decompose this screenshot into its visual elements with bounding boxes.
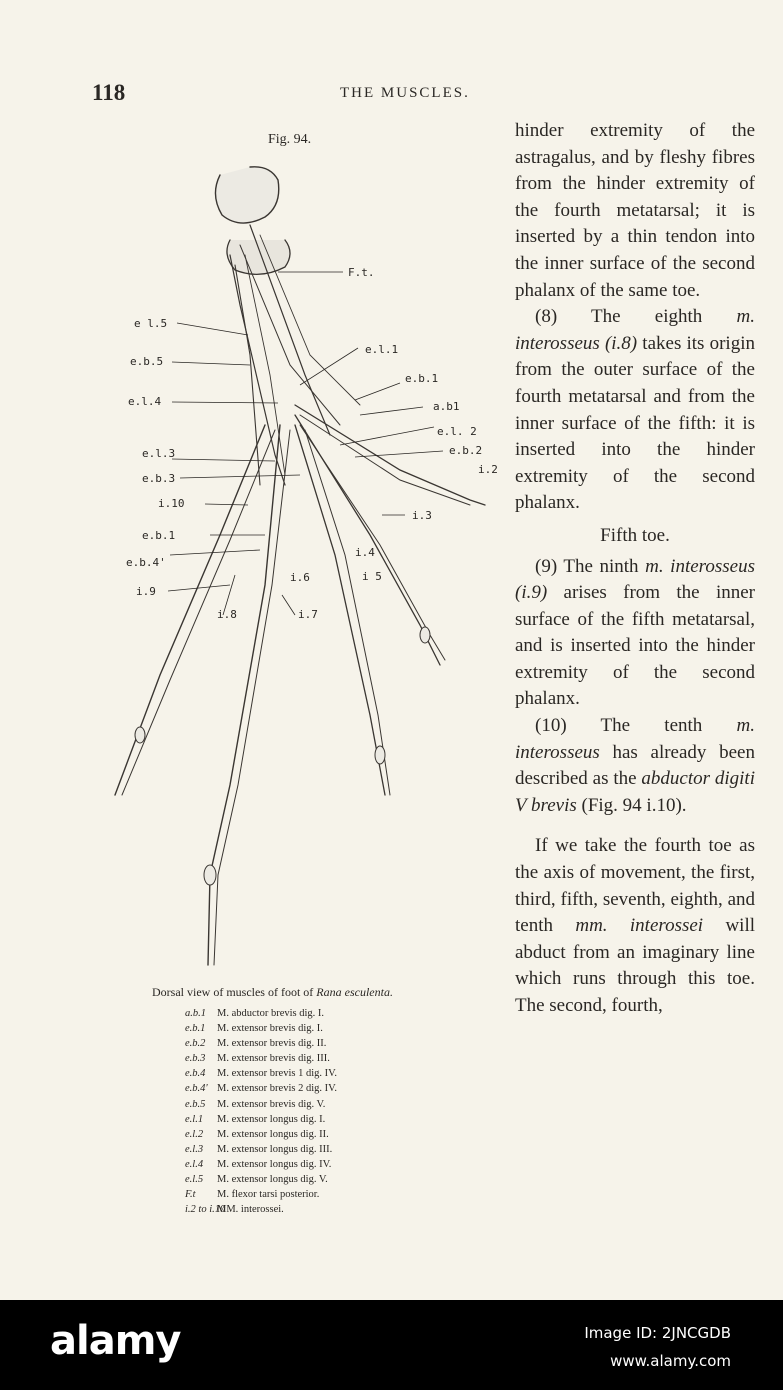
- legend-abbr: e.l.2: [185, 1128, 204, 1140]
- page-number: 118: [92, 80, 126, 105]
- legend-row: [185, 1036, 337, 1051]
- legend-row: [185, 1051, 337, 1066]
- legend-text: M. extensor longus dig. II.: [217, 1128, 329, 1140]
- legend-abbr: e.b.4: [185, 1068, 206, 1080]
- toe-four: [214, 430, 290, 965]
- brand-logo: alamy: [50, 1318, 181, 1364]
- legend-text: M. extensor brevis dig. V.: [217, 1098, 326, 1110]
- label-eb1a: e.b.1: [405, 372, 439, 385]
- label-el1: e.l.1: [365, 343, 399, 356]
- label-i6: i.6: [290, 571, 310, 584]
- label-i7: i.7: [298, 608, 318, 621]
- legend-row: [185, 1021, 337, 1036]
- label-i9: i.9: [136, 585, 156, 598]
- legend-text: M. extensor brevis dig. III.: [217, 1053, 330, 1065]
- legend-abbr: e.b.4': [185, 1083, 208, 1095]
- legend-row: [185, 1097, 337, 1112]
- astragalus-bone: [215, 167, 278, 223]
- legend-text: M. extensor longus dig. V.: [217, 1174, 328, 1186]
- legend-row: [185, 1187, 337, 1202]
- legend-text: M. extensor brevis dig. I.: [217, 1023, 323, 1035]
- legend-text: MM. interossei.: [217, 1204, 284, 1216]
- legend-row: [185, 1112, 337, 1127]
- label-eb2: e.b.2: [449, 444, 483, 457]
- figure-number: Fig. 94.: [268, 132, 312, 147]
- anatomical-figure: [100, 155, 510, 975]
- legend-abbr: e.l.5: [185, 1174, 204, 1186]
- legend-abbr: e.l.3: [185, 1143, 204, 1155]
- paragraph: hinder extremity of the astragalus, and by fleshy fibres from the hinder extremity of the fourth metatarsal; it is inserted by a thin tendon into the inner surface of the second phalanx of the same toe.: [515, 120, 755, 301]
- legend-abbr: a.b.1: [185, 1008, 206, 1019]
- legend-abbr: e.b.5: [185, 1098, 206, 1110]
- legend-text: M. flexor tarsi posterior.: [217, 1189, 320, 1201]
- legend-row: [185, 1202, 337, 1217]
- toe-two: [300, 425, 445, 660]
- site-url: www.alamy.com: [610, 1352, 731, 1370]
- label-el4: e.l.4: [128, 395, 162, 408]
- section-subheading: Fifth toe.: [600, 524, 670, 546]
- label-i8: i.8: [217, 608, 237, 621]
- legend-abbr: e.l.4: [185, 1158, 204, 1170]
- label-eb4p: e.b.4': [126, 556, 166, 569]
- paragraph: (8) The eighth m. interosseus (i.8) takes its origin from the outer surface of the fourth metatarsal and from the inner surface of the fifth: it is inserted into the hinder extremity of the second phalanx.: [515, 306, 755, 514]
- label-i3: i.3: [412, 509, 432, 522]
- legend-row: [185, 1006, 337, 1021]
- legend-text: M. abductor brevis dig. I.: [217, 1008, 325, 1019]
- legend-abbr: e.b.3: [185, 1053, 206, 1065]
- legend-abbr: e.l.1: [185, 1113, 204, 1125]
- figure-legend: [185, 1006, 337, 1217]
- image-id: Image ID: 2JNCGDB: [584, 1324, 731, 1342]
- label-eb3: e.b.3: [142, 472, 176, 485]
- legend-abbr: F.t: [185, 1189, 196, 1201]
- paragraph: (10) The tenth m. interosseus has already been described as the abductor digiti V brevis (Fig. 94 i.10).: [515, 715, 755, 816]
- foot-muscle-illustration: [100, 155, 510, 975]
- legend-text: M. extensor longus dig. III.: [217, 1143, 333, 1155]
- legend-row: [185, 1172, 337, 1187]
- tarsal-bone: [227, 240, 290, 274]
- body-text: [515, 118, 755, 1020]
- figure-caption: Dorsal view of muscles of foot of Rana esculenta.: [152, 985, 393, 999]
- paragraph: (9) The ninth m. interosseus (i.9) arises from the inner surface of the fifth metatarsal, and is inserted into the hinder extremity of the second phalanx.: [515, 555, 755, 710]
- legend-abbr: e.b.2: [185, 1038, 206, 1050]
- label-el5: e l.5: [134, 317, 168, 330]
- label-Ft: F.t.: [348, 266, 375, 279]
- label-el2: e.l. 2: [437, 425, 477, 438]
- legend-abbr: i.2 to i.10: [185, 1204, 226, 1216]
- paragraph: If we take the fourth toe as the axis of movement, the first, third, fifth, seventh, eighth, and tenth mm. interossei will abduct from an imaginary line which runs through this toe. The second, fourth,: [515, 835, 756, 1016]
- legend-text: M. extensor longus dig. IV.: [217, 1158, 332, 1170]
- label-eb1b: e.b.1: [142, 529, 176, 542]
- legend-row: [185, 1157, 337, 1172]
- label-eb5: e.b.5: [130, 355, 164, 368]
- legend-text: M. extensor brevis dig. II.: [217, 1038, 327, 1050]
- label-ab1: a.b1: [433, 400, 460, 413]
- label-i10: i.10: [158, 497, 185, 510]
- legend-text: M. extensor longus dig. I.: [217, 1113, 326, 1125]
- label-el3: e.l.3: [142, 447, 176, 460]
- legend-text: M. extensor brevis 2 dig. IV.: [217, 1083, 337, 1095]
- legend-abbr: e.b.1: [185, 1023, 206, 1035]
- legend-row: [185, 1142, 337, 1157]
- legend-row: [185, 1127, 337, 1142]
- legend-row: [185, 1081, 337, 1096]
- running-head: THE MUSCLES.: [340, 85, 470, 101]
- legend-row: [185, 1066, 337, 1081]
- label-i2: i.2: [478, 463, 498, 476]
- legend-text: M. extensor brevis 1 dig. IV.: [217, 1068, 337, 1080]
- label-i4: i.4: [355, 546, 375, 559]
- label-i5: i 5: [362, 570, 382, 583]
